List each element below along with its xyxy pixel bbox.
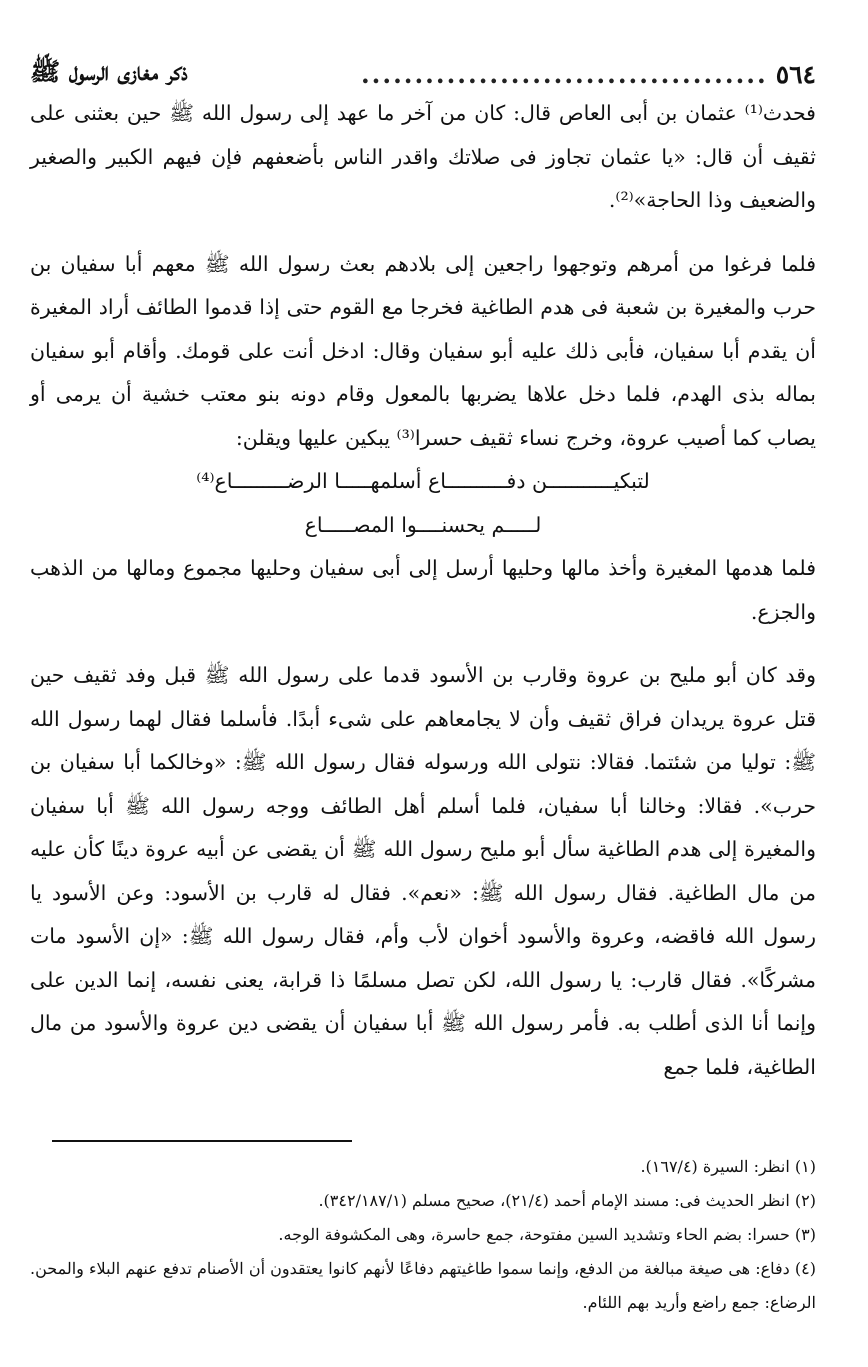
footnotes <box>30 1150 816 1320</box>
footnote: (٢) انظر الحديث فى: مسند الإمام أحمد (٢١/٤)، صحيح مسلم (٣٤٢/١٨٧/١). <box>318 1191 816 1210</box>
header-leader-dots: ...................................... <box>360 59 768 89</box>
poem-line: لتبكيـــــــــــن دفــــــــــاع أسلمهـــــا الرضـــــــــاع⁽⁴⁾ <box>196 469 650 493</box>
running-title: ذكر مغازى الرسول ﷺ <box>30 56 188 86</box>
footnote: (٤) دفاع: هى صيغة مبالغة من الدفع، وإنما سموا طاغيتهم دفاعًا لأنهم كانوا يعتقدون أن الأصنام تدفع عنهم البلاء والمحن. الرضاع: جمع راضع وأريد بهم اللئام. <box>30 1259 816 1312</box>
paragraph: فلما فرغوا من أمرهم وتوجهوا راجعين إلى بلادهم بعث رسول الله ﷺ معهم أبا سفيان بن حرب والمغيرة بن شعبة فى هدم الطاغية فخرجا مع القوم حتى إذا قدموا الطائف أراد المغيرة أن يقدم أبا سفيان، فأبى ذلك عليه أبو سفيان وقال: ادخل أنت على قومك. وأقام أبو سفيان بماله بذى الهدم، فلما دخل علاها يضربها بالمعول وقام دونه بنو معتب خشية أن يرمى أو يصاب كما أصيب عروة، وخرج نساء ثقيف حسرا⁽³⁾ يبكين عليها ويقلن: <box>30 251 816 450</box>
paragraph: فحدث⁽¹⁾ عثمان بن أبى العاص قال: كان من آخر ما عهد إلى رسول الله ﷺ حين بعثنى على ثقيف أن قال: «يا عثمان تجاوز فى صلاتك واقدر الناس بأضعفهم فإن فيهم الكبير والصغير والضعيف وذا الحاجة»⁽²⁾. <box>30 101 816 212</box>
footnote: (١) انظر: السيرة (١٦٧/٤). <box>640 1157 816 1176</box>
page-number: ٥٦٤ <box>775 59 816 89</box>
footnote: (٣) حسرا: بضم الحاء وتشديد السين مفتوحة، جمع حاسرة، وهى المكشوفة الوجه. <box>278 1225 816 1244</box>
poem-line: لـــــم يحسنــــوا المصـــــاع <box>304 512 542 537</box>
running-header <box>30 52 816 96</box>
footnote-separator <box>52 1140 352 1142</box>
paragraph: فلما هدمها المغيرة وأخذ مالها وحليها أرسل إلى أبى سفيان وحليها مجموع ومالها من الذهب والجزع. <box>30 556 816 624</box>
poem-verse <box>30 460 816 547</box>
paragraph: وقد كان أبو مليح بن عروة وقارب بن الأسود قدما على رسول الله ﷺ قبل وفد ثقيف حين قتل عروة يريدان فراق ثقيف وأن لا يجامعاهم على شىء أبدًا. فأسلما فقال لهما رسول الله ﷺ: توليا من شئتما. فقالا: نتولى الله ورسوله فقال رسول الله ﷺ: «وخالكما أبا سفيان بن حرب». فقالا: وخالنا أبا سفيان، فلما أسلم أهل الطائف ووجه رسول الله ﷺ أبا سفيان والمغيرة إلى هدم الطاغية سأل أبو مليح رسول الله ﷺ أن يقضى عن أبيه عروة دينًا كأن عليه من مال الطاغية. فقال رسول الله ﷺ: «نعم». فقال له قارب بن الأسود: وعن الأسود يا رسول الله فاقضه، وعروة والأسود أخوان لأب وأم، فقال رسول الله ﷺ: «إن الأسود مات مشركًا». فقال قارب: يا رسول الله، لكن تصل مسلمًا ذا قرابة، يعنى نفسه، إنما الدين على وإنما أنا الذى أطلب به. فأمر رسول الله ﷺ أبا سفيان أن يقضى دين عروة والأسود من مال الطاغية، فلما جمع <box>30 663 816 1079</box>
main-text <box>30 92 816 1089</box>
